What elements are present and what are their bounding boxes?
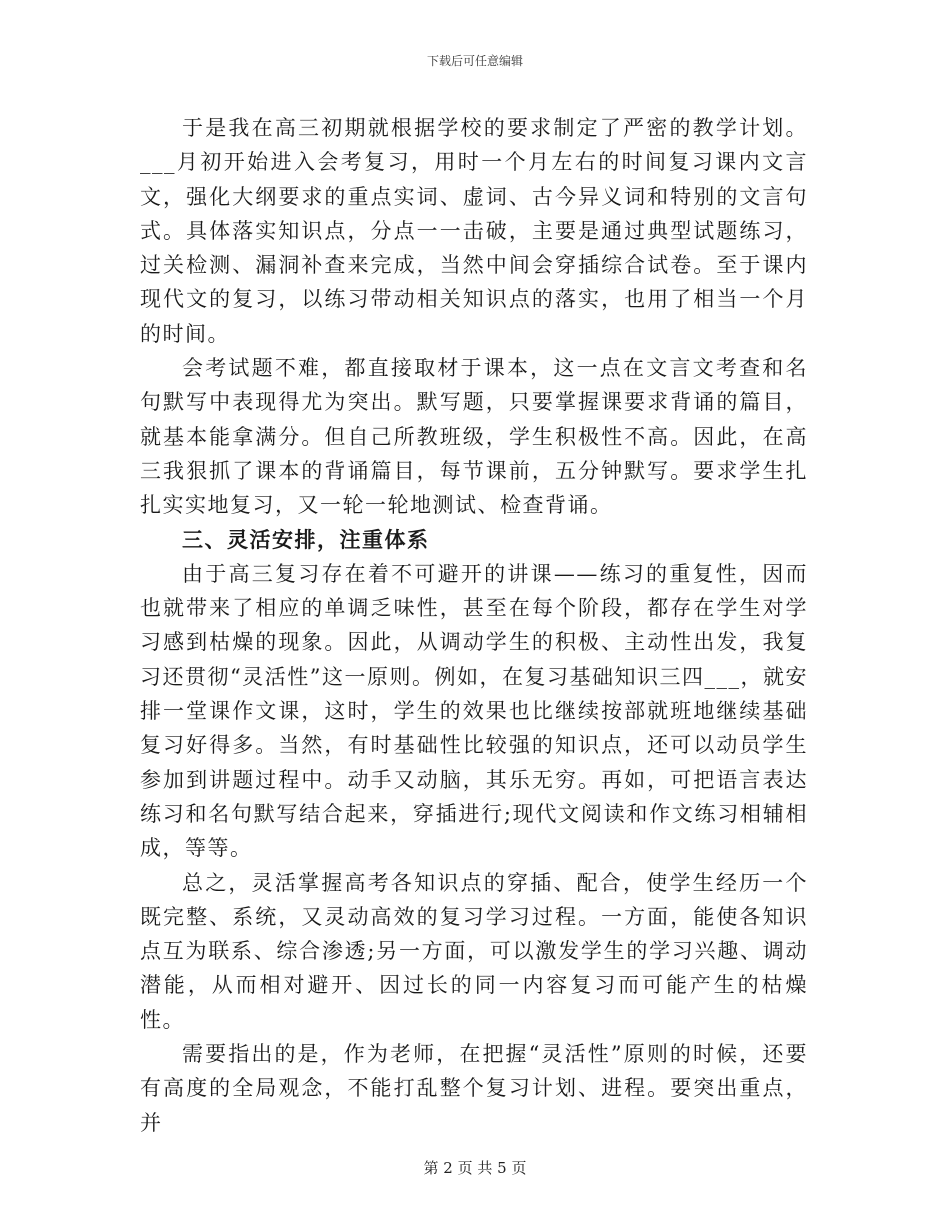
page-header: 下载后可任意编辑 bbox=[426, 54, 523, 68]
document-body bbox=[140, 111, 808, 1140]
section-heading: 三、灵活安排，注重体系 bbox=[182, 526, 430, 552]
paragraph-2: 会考试题不难，都直接取材于课本，这一点在文言文考查和名句默写中表现得尤为突出。默写题，只要掌握课要求背诵的篇目，就基本能拿满分。但自己所教班级，学生积极性不高。因此，在高三我狠抓了课本的背诵篇目，每节课前，五分钟默写。要求学生扎扎实实地复习，又一轮一轮地测试、检查背诵。 bbox=[140, 356, 808, 518]
paragraph-1: 于是我在高三初期就根据学校的要求制定了严密的教学计划。___月初开始进入会考复习，用时一个月左右的时间复习课内文言文，强化大纲要求的重点实词、虚词、古今异义词和特别的文言句式。具体落实知识点，分点一一击破，主要是通过典型试题练习，过关检测、漏洞补查来完成，当然中间会穿插综合试卷。至于课内现代文的复习，以练习带动相关知识点的落实，也用了相当一个月的时间。 bbox=[140, 116, 808, 346]
paragraph-5: 需要指出的是，作为老师，在把握“灵活性”原则的时候，还要有高度的全局观念，不能打乱整个复习计划、进程。要突出重点，并 bbox=[140, 1042, 808, 1135]
page-footer: 第 2 页 共 5 页 bbox=[423, 1159, 527, 1177]
paragraph-3: 由于高三复习存在着不可避开的讲课——练习的重复性，因而也就带来了相应的单调乏味性，甚至在每个阶段，都存在学生对学习感到枯燥的现象。因此，从调动学生的积极、主动性出发，我复习还贯彻“灵活性”这一原则。例如，在复习基础知识三四___，就安排一堂课作文课，这时，学生的效果也比继续按部就班地继续基础复习好得多。当然，有时基础性比较强的知识点，还可以动员学生参加到讲题过程中。动手又动脑，其乐无穷。再如，可把语言表达练习和名句默写结合起来，穿插进行;现代文阅读和作文练习相辅相成，等等。 bbox=[140, 561, 808, 861]
paragraph-4: 总之，灵活掌握高考各知识点的穿插、配合，使学生经历一个既完整、系统，又灵动高效的复习学习过程。一方面，能使各知识点互为联系、综合渗透;另一方面，可以激发学生的学习兴趣、调动潜能，从而相对避开、因过长的同一内容复习而可能产生的枯燥性。 bbox=[140, 870, 808, 1032]
